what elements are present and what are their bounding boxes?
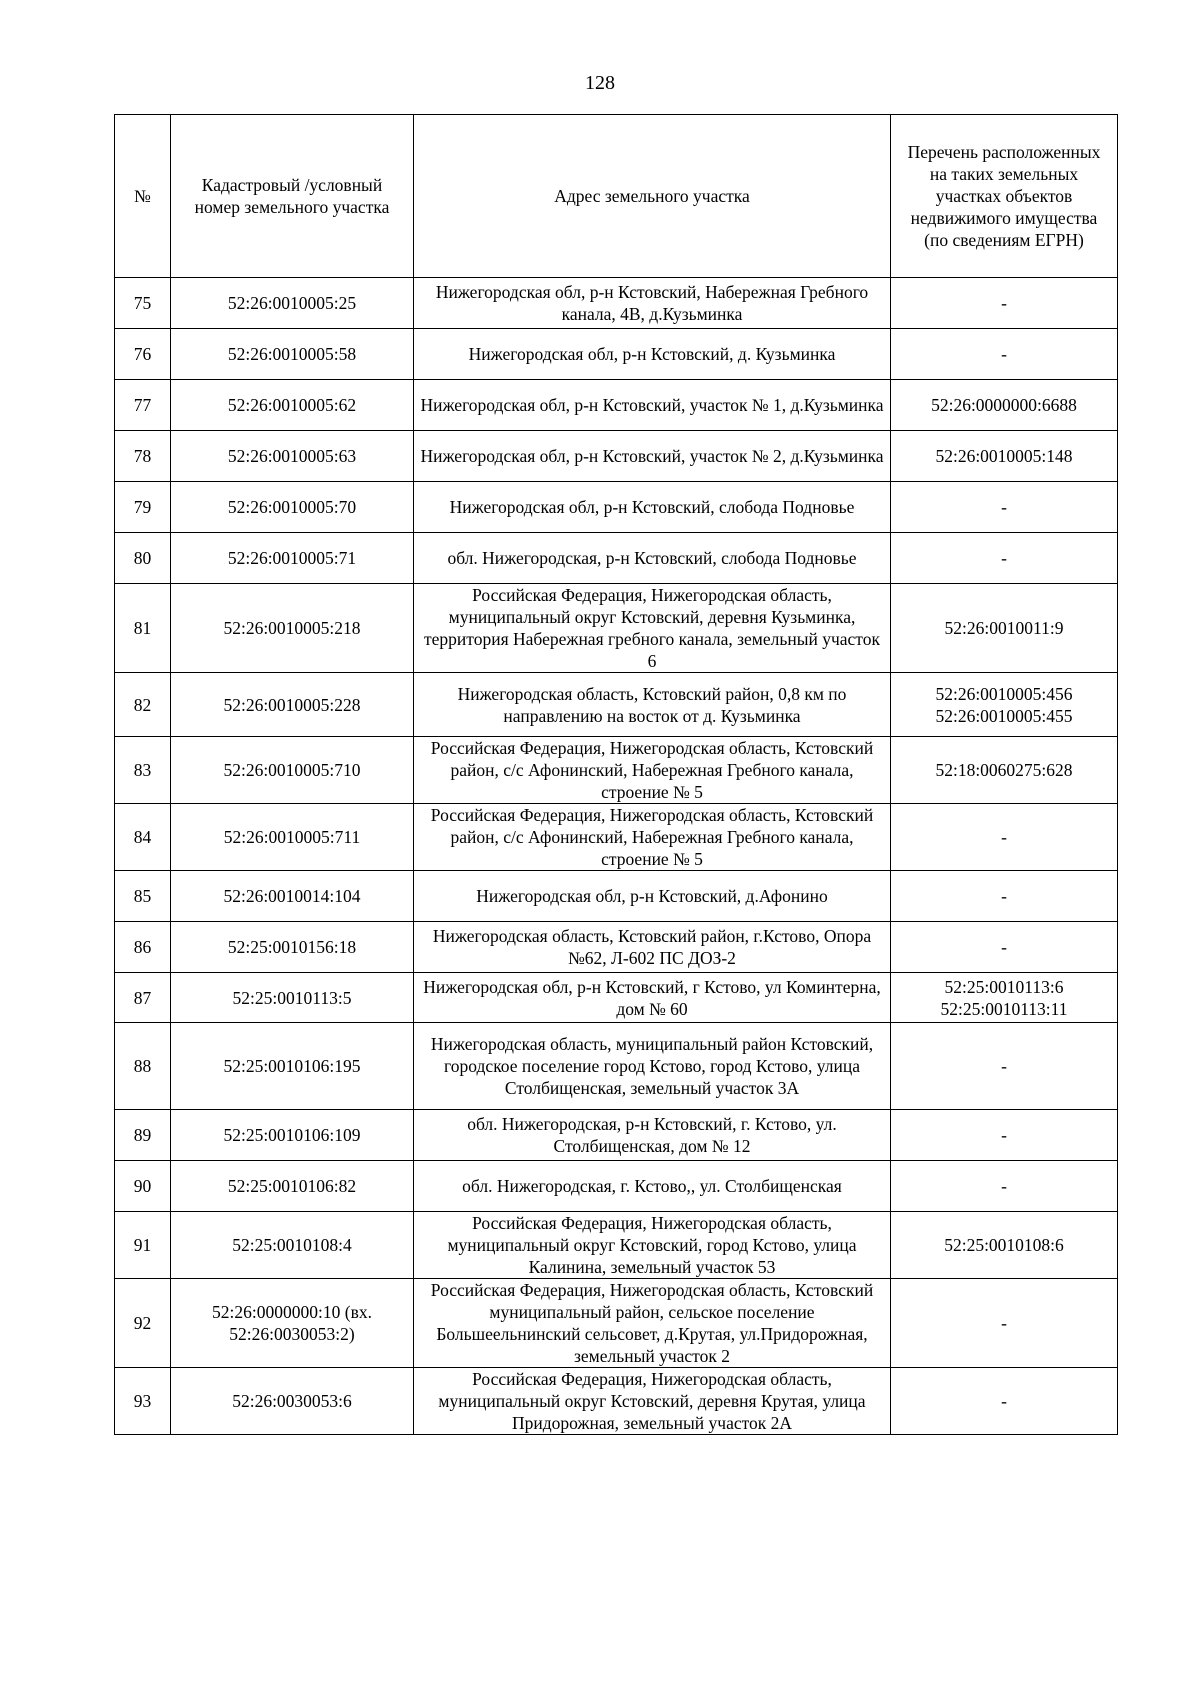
table-row: [115, 533, 1118, 584]
row-number: 77: [115, 380, 171, 431]
real-estate-objects: [891, 804, 1118, 871]
land-parcels-table: [114, 114, 1118, 1435]
cadastral-number: 52:26:0000000:10 (вх. 52:26:0030053:2): [171, 1279, 414, 1368]
header-objects: Перечень расположенных на таких земельных участках объектов недвижимого имущества (по сведениям ЕГРН): [891, 115, 1118, 278]
row-number: 80: [115, 533, 171, 584]
object-entry: 52:26:0000000:6688: [931, 395, 1077, 415]
header-cadastral: Кадастровый /условный номер земельного участка: [171, 115, 414, 278]
cadastral-number: 52:26:0010005:218: [171, 584, 414, 673]
object-entry: -: [1001, 886, 1007, 906]
row-number: 83: [115, 737, 171, 804]
parcel-address: обл. Нижегородская, р-н Кстовский, слобода Подновье: [414, 533, 891, 584]
real-estate-objects: [891, 673, 1118, 737]
object-entry: 52:26:0010011:9: [944, 618, 1064, 638]
cadastral-number: 52:26:0010005:711: [171, 804, 414, 871]
object-entry: -: [1001, 1125, 1007, 1145]
cadastral-number: 52:26:0010005:58: [171, 329, 414, 380]
object-entry: -: [1001, 827, 1007, 847]
real-estate-objects: [891, 871, 1118, 922]
table-row: [115, 922, 1118, 973]
cadastral-number: 52:25:0010113:5: [171, 973, 414, 1023]
parcel-address: Нижегородская обл, р-н Кстовский, г Кстово, ул Коминтерна, дом № 60: [414, 973, 891, 1023]
parcel-address: Нижегородская область, Кстовский район, г.Кстово, Опора №62, Л-602 ПС ДОЗ-2: [414, 922, 891, 973]
object-entry: -: [1001, 344, 1007, 364]
parcel-address: Нижегородская обл, р-н Кстовский, д. Кузьминка: [414, 329, 891, 380]
real-estate-objects: [891, 482, 1118, 533]
object-entry: -: [1001, 497, 1007, 517]
cadastral-number: 52:26:0010005:710: [171, 737, 414, 804]
table-header-row: [115, 115, 1118, 278]
object-entry: 52:18:0060275:628: [935, 760, 1073, 780]
parcel-address: Российская Федерация, Нижегородская область, муниципальный округ Кстовский, город Кстово, улица Калинина, земельный участок 53: [414, 1212, 891, 1279]
cadastral-number: 52:26:0010005:63: [171, 431, 414, 482]
real-estate-objects: [891, 533, 1118, 584]
row-number: 87: [115, 973, 171, 1023]
real-estate-objects: [891, 278, 1118, 329]
real-estate-objects: [891, 1161, 1118, 1212]
table-row: [115, 1368, 1118, 1435]
parcel-address: Нижегородская обл, р-н Кстовский, слобода Подновье: [414, 482, 891, 533]
real-estate-objects: [891, 1368, 1118, 1435]
table-row: [115, 329, 1118, 380]
row-number: 85: [115, 871, 171, 922]
cadastral-number: 52:25:0010106:109: [171, 1110, 414, 1161]
real-estate-objects: [891, 329, 1118, 380]
cadastral-number: 52:25:0010156:18: [171, 922, 414, 973]
object-entry: -: [1001, 1176, 1007, 1196]
table-row: [115, 1023, 1118, 1110]
object-entry: 52:25:0010113:11: [940, 998, 1068, 1019]
parcel-address: Нижегородская обл, р-н Кстовский, Набережная Гребного канала, 4В, д.Кузьминка: [414, 278, 891, 329]
real-estate-objects: [891, 1023, 1118, 1110]
row-number: 84: [115, 804, 171, 871]
cadastral-number: 52:26:0030053:6: [171, 1368, 414, 1435]
row-number: 76: [115, 329, 171, 380]
table-row: [115, 431, 1118, 482]
header-address: Адрес земельного участка: [414, 115, 891, 278]
object-entry: 52:26:0010005:455: [935, 705, 1073, 726]
table-row: [115, 973, 1118, 1023]
row-number: 81: [115, 584, 171, 673]
table-row: [115, 278, 1118, 329]
parcel-address: Нижегородская обл, р-н Кстовский, д.Афонино: [414, 871, 891, 922]
row-number: 75: [115, 278, 171, 329]
page-number: 128: [585, 72, 615, 94]
table-row: [115, 482, 1118, 533]
row-number: 89: [115, 1110, 171, 1161]
row-number: 86: [115, 922, 171, 973]
cadastral-number: 52:26:0010005:71: [171, 533, 414, 584]
table-row: [115, 804, 1118, 871]
parcel-address: Российская Федерация, Нижегородская область, муниципальный округ Кстовский, деревня Крутая, улица Придорожная, земельный участок 2А: [414, 1368, 891, 1435]
table-row: [115, 673, 1118, 737]
parcel-address: обл. Нижегородская, г. Кстово,, ул. Столбищенская: [414, 1161, 891, 1212]
real-estate-objects: [891, 922, 1118, 973]
object-entry: -: [1001, 937, 1007, 957]
real-estate-objects: [891, 431, 1118, 482]
cadastral-number: 52:25:0010106:82: [171, 1161, 414, 1212]
object-entry: 52:25:0010108:6: [944, 1235, 1064, 1255]
parcel-address: Нижегородская обл, р-н Кстовский, участок № 1, д.Кузьминка: [414, 380, 891, 431]
table-row: [115, 737, 1118, 804]
header-num: №: [115, 115, 171, 278]
real-estate-objects: [891, 973, 1118, 1023]
object-entry: 52:26:0010005:456: [935, 683, 1073, 704]
object-entry: -: [1001, 1056, 1007, 1076]
parcel-address: Нижегородская обл, р-н Кстовский, участок № 2, д.Кузьминка: [414, 431, 891, 482]
row-number: 93: [115, 1368, 171, 1435]
table-row: [115, 584, 1118, 673]
object-entry: 52:26:0010005:148: [935, 446, 1073, 466]
parcel-address: Нижегородская область, муниципальный район Кстовский, городское поселение город Кстово, город Кстово, улица Столбищенская, земельный участок 3А: [414, 1023, 891, 1110]
cadastral-number: 52:26:0010005:62: [171, 380, 414, 431]
cadastral-number: 52:25:0010106:195: [171, 1023, 414, 1110]
real-estate-objects: [891, 584, 1118, 673]
row-number: 92: [115, 1279, 171, 1368]
object-entry: 52:25:0010113:6: [944, 976, 1064, 997]
object-entry: -: [1001, 1391, 1007, 1411]
cadastral-number: 52:26:0010014:104: [171, 871, 414, 922]
row-number: 79: [115, 482, 171, 533]
object-entry: -: [1001, 548, 1007, 568]
cadastral-number: 52:26:0010005:70: [171, 482, 414, 533]
table-row: [115, 1279, 1118, 1368]
row-number: 91: [115, 1212, 171, 1279]
object-entry: -: [1001, 293, 1007, 313]
row-number: 82: [115, 673, 171, 737]
real-estate-objects: [891, 1212, 1118, 1279]
real-estate-objects: [891, 1110, 1118, 1161]
table-row: [115, 871, 1118, 922]
parcel-address: Нижегородская область, Кстовский район, 0,8 км по направлению на восток от д. Кузьминка: [414, 673, 891, 737]
row-number: 88: [115, 1023, 171, 1110]
parcel-address: обл. Нижегородская, р-н Кстовский, г. Кстово, ул. Столбищенская, дом № 12: [414, 1110, 891, 1161]
object-entry: -: [1001, 1313, 1007, 1333]
cadastral-number: 52:26:0010005:25: [171, 278, 414, 329]
parcel-address: Российская Федерация, Нижегородская область, муниципальный округ Кстовский, деревня Кузьминка, территория Набережная гребного канала, земельный участок 6: [414, 584, 891, 673]
cadastral-number: 52:25:0010108:4: [171, 1212, 414, 1279]
parcel-address: Российская Федерация, Нижегородская область, Кстовский район, с/с Афонинский, Набережная Гребного канала, строение № 5: [414, 804, 891, 871]
cadastral-number: 52:26:0010005:228: [171, 673, 414, 737]
table-row: [115, 1161, 1118, 1212]
table-row: [115, 380, 1118, 431]
real-estate-objects: [891, 737, 1118, 804]
table-row: [115, 1110, 1118, 1161]
row-number: 90: [115, 1161, 171, 1212]
parcel-address: Российская Федерация, Нижегородская область, Кстовский район, с/с Афонинский, Набережная Гребного канала, строение № 5: [414, 737, 891, 804]
row-number: 78: [115, 431, 171, 482]
table-row: [115, 1212, 1118, 1279]
real-estate-objects: [891, 380, 1118, 431]
real-estate-objects: [891, 1279, 1118, 1368]
parcel-address: Российская Федерация, Нижегородская область, Кстовский муниципальный район, сельское поселение Большеельнинский сельсовет, д.Крутая, ул.Придорожная, земельный участок 2: [414, 1279, 891, 1368]
